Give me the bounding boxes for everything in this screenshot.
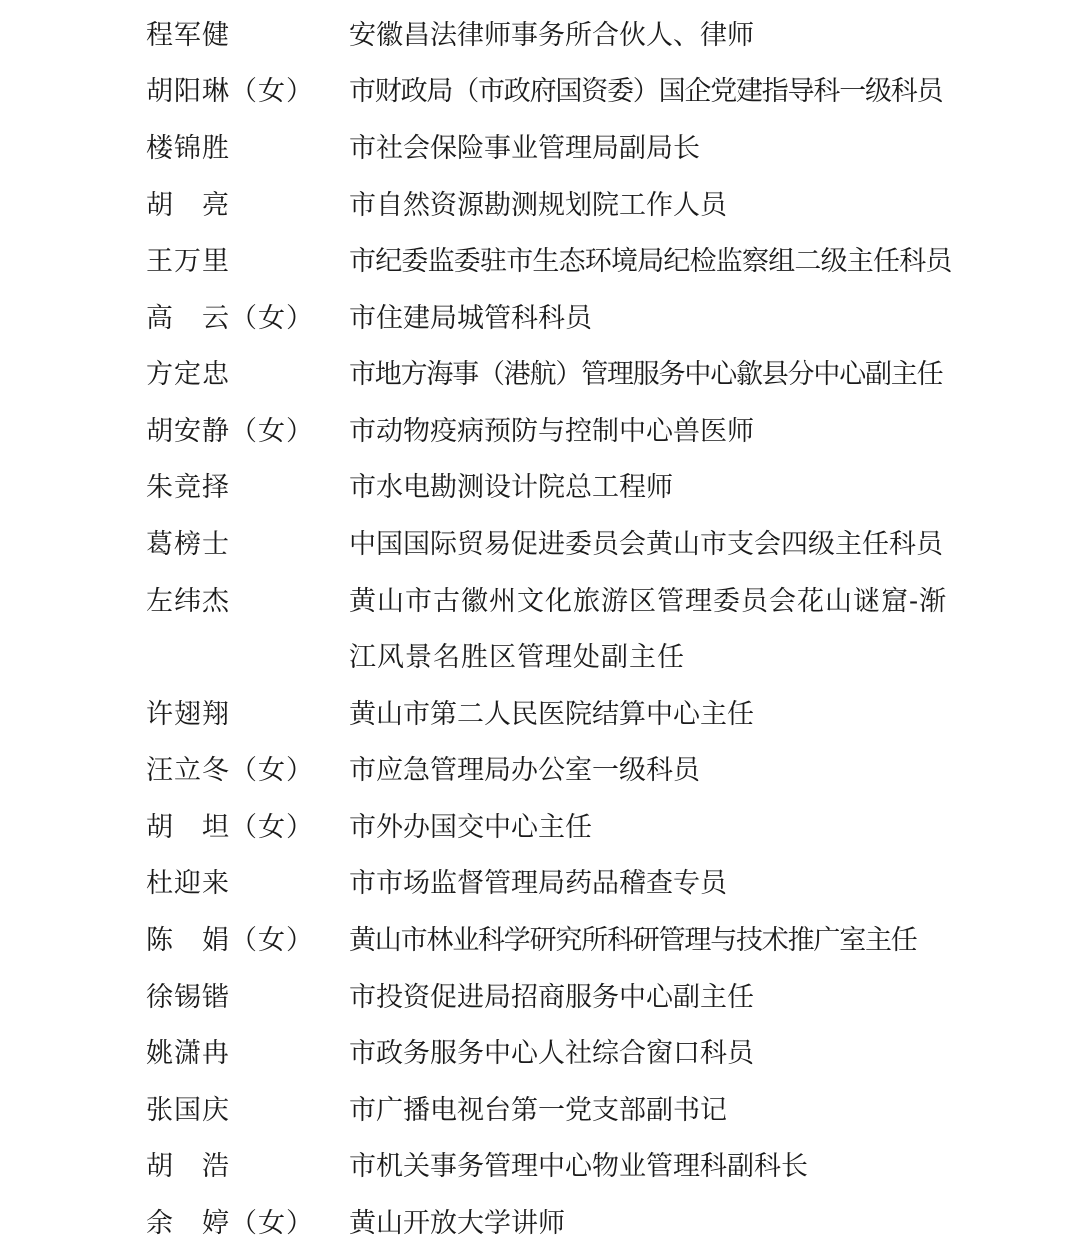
person-position: 市动物疫病预防与控制中心兽医师	[349, 416, 754, 447]
person-name: 王万里	[146, 246, 230, 277]
list-item	[0, 72, 1080, 112]
list-item	[0, 978, 1080, 1018]
person-name: 余 婷（女）	[146, 1208, 314, 1239]
person-name: 许翅翔	[146, 699, 230, 730]
person-name: 方定忠	[146, 359, 230, 390]
person-name: 葛榜士	[146, 529, 230, 560]
person-name: 胡 浩	[146, 1151, 230, 1182]
person-name: 姚潇冉	[146, 1038, 230, 1069]
person-name: 胡安静（女）	[146, 416, 314, 447]
list-item	[0, 1204, 1080, 1244]
list-item	[0, 525, 1080, 565]
list-item	[0, 751, 1080, 791]
person-name: 胡 亮	[146, 190, 230, 221]
list-item	[0, 921, 1080, 961]
list-item	[0, 864, 1080, 904]
person-name: 程军健	[146, 20, 230, 51]
list-item	[0, 1147, 1080, 1187]
person-position: 市水电勘测设计院总工程师	[349, 472, 673, 503]
person-position: 黄山市古徽州文化旅游区管理委员会花山谜窟-渐江风景名胜区管理处副主任	[349, 586, 948, 673]
person-name: 胡 坦（女）	[146, 812, 314, 843]
list-item	[0, 299, 1080, 339]
person-name: 朱竞择	[146, 472, 230, 503]
person-name: 汪立冬（女）	[146, 755, 314, 786]
list-item	[0, 1091, 1080, 1131]
person-name: 左纬杰	[146, 586, 230, 617]
list-item	[0, 412, 1080, 452]
person-position: 市社会保险事业管理局副局长	[349, 133, 700, 164]
list-item	[0, 695, 1080, 735]
person-position: 黄山开放大学讲师	[349, 1208, 565, 1239]
person-position: 市自然资源勘测规划院工作人员	[349, 190, 727, 221]
list-item	[0, 355, 1080, 395]
person-name: 杜迎来	[146, 868, 230, 899]
person-name: 徐锡锴	[146, 982, 230, 1013]
person-position: 市住建局城管科科员	[349, 303, 592, 334]
person-name: 陈 娟（女）	[146, 925, 314, 956]
list-item	[0, 582, 1080, 682]
person-position: 市应急管理局办公室一级科员	[349, 755, 700, 786]
person-position: 中国国际贸易促进委员会黄山市支会四级主任科员	[349, 529, 943, 560]
person-position: 市投资促进局招商服务中心副主任	[349, 982, 754, 1013]
person-name: 胡阳琳（女）	[146, 76, 314, 107]
person-position: 市广播电视台第一党支部副书记	[349, 1095, 727, 1126]
list-item	[0, 808, 1080, 848]
person-position: 市市场监督管理局药品稽查专员	[349, 868, 727, 899]
list-item	[0, 1034, 1080, 1074]
list-item	[0, 16, 1080, 56]
person-name: 楼锦胜	[146, 133, 230, 164]
person-position: 市政务服务中心人社综合窗口科员	[349, 1038, 754, 1069]
person-position: 市地方海事（港航）管理服务中心歙县分中心副主任	[349, 359, 943, 390]
person-position: 市外办国交中心主任	[349, 812, 592, 843]
person-name: 张国庆	[146, 1095, 230, 1126]
list-item	[0, 186, 1080, 226]
list-item	[0, 129, 1080, 169]
person-position: 市机关事务管理中心物业管理科副科长	[349, 1151, 808, 1182]
person-position: 黄山市第二人民医院结算中心主任	[349, 699, 754, 730]
person-position: 市财政局（市政府国资委）国企党建指导科一级科员	[349, 76, 943, 107]
person-name: 高 云（女）	[146, 303, 314, 334]
person-position: 安徽昌法律师事务所合伙人、律师	[349, 20, 754, 51]
person-position: 市纪委监委驻市生态环境局纪检监察组二级主任科员	[349, 246, 952, 277]
person-position: 黄山市林业科学研究所科研管理与技术推广室主任	[349, 925, 917, 956]
list-item	[0, 242, 1080, 282]
list-item	[0, 468, 1080, 508]
